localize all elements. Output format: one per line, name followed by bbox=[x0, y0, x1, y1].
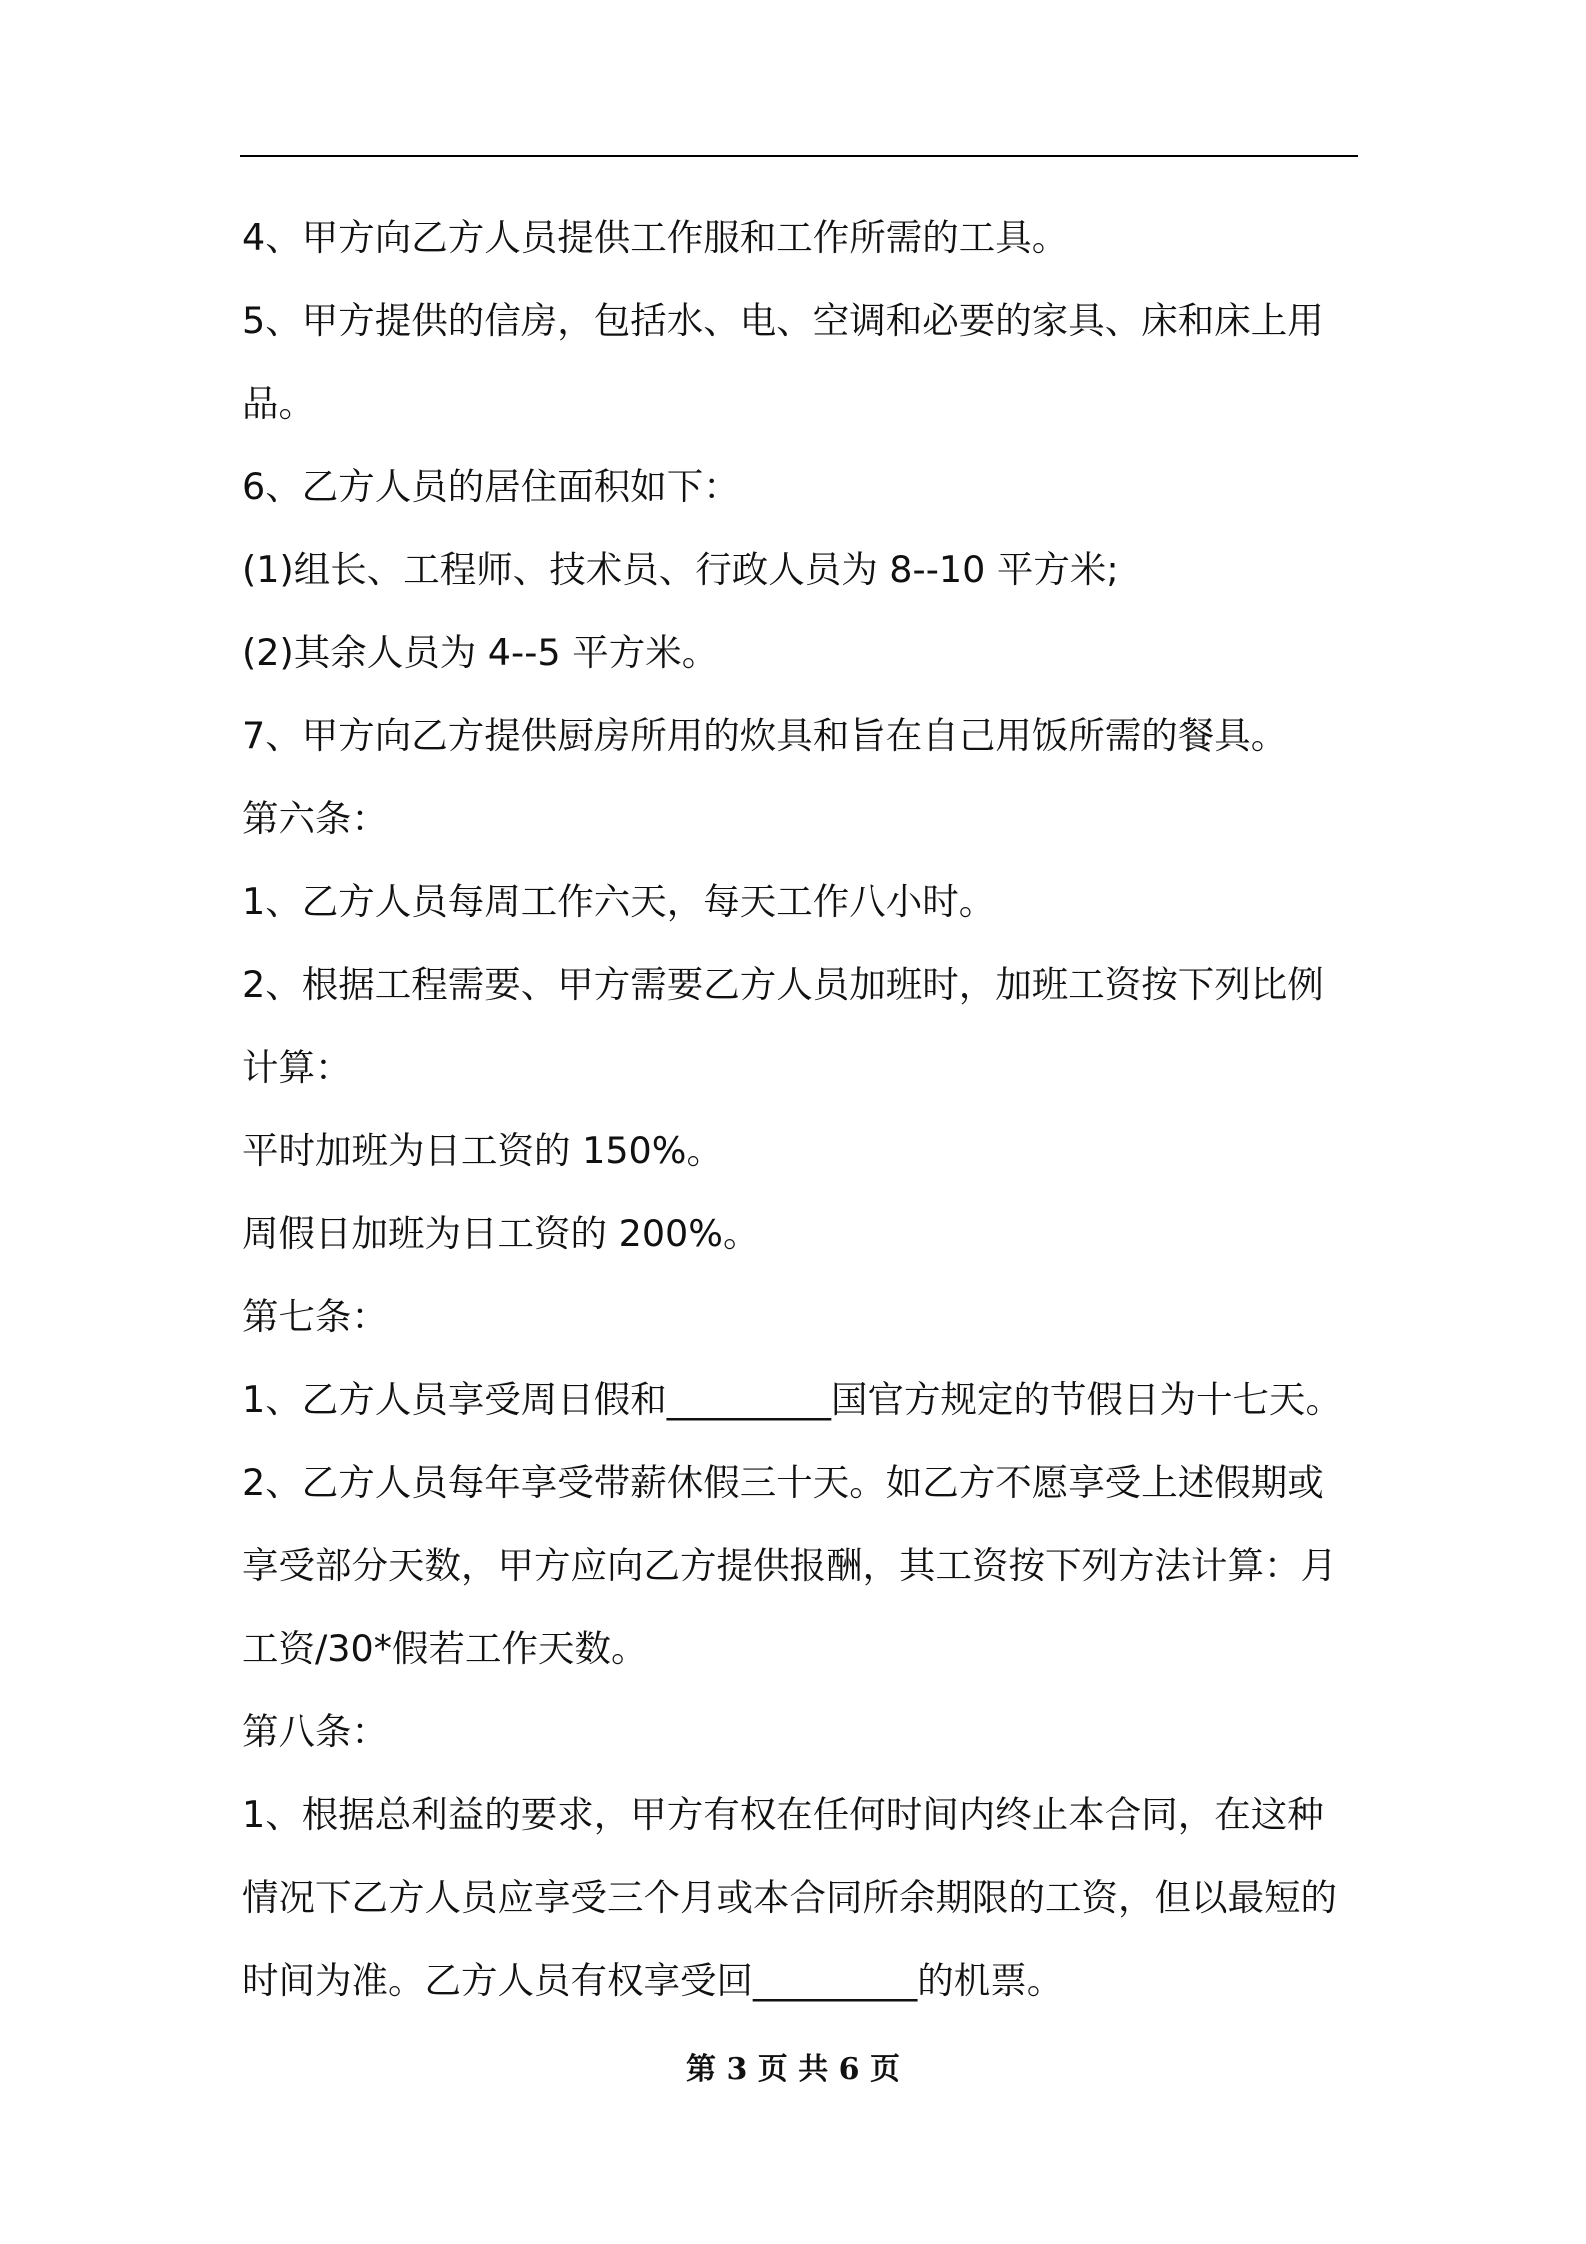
text-line: 1、根据总利益的要求，甲方有权在任何时间内终止本合同，在这种 bbox=[242, 1793, 1324, 1836]
text-line: 2、根据工程需要、甲方需要乙方人员加班时，加班工资按下列比例 bbox=[242, 963, 1324, 1006]
text-line: (1)组长、工程师、技术员、行政人员为 8--10 平方米; bbox=[242, 548, 1119, 591]
section-heading: 第七条： bbox=[242, 1295, 388, 1338]
page-number-footer: 第 3 页 共 6 页 bbox=[686, 2052, 900, 2087]
text-line: 周假日加班为日工资的 200%。 bbox=[242, 1212, 760, 1255]
document-body bbox=[242, 196, 1362, 2022]
text-line: 4、甲方向乙方人员提供工作服和工作所需的工具。 bbox=[242, 216, 1069, 259]
text-line: 享受部分天数，甲方应向乙方提供报酬，其工资按下列方法计算：月 bbox=[242, 1544, 1337, 1587]
text-line: 7、甲方向乙方提供厨房所用的炊具和旨在自己用饭所需的餐具。 bbox=[242, 714, 1288, 757]
text-line: 1、乙方人员每周工作六天，每天工作八小时。 bbox=[242, 880, 996, 923]
text-line: 6、乙方人员的居住面积如下： bbox=[242, 465, 740, 508]
text-line: 工资/30*假若工作天数。 bbox=[242, 1627, 648, 1670]
text-line: 平时加班为日工资的 150%。 bbox=[242, 1129, 723, 1172]
header-rule bbox=[240, 155, 1358, 157]
text-line: 情况下乙方人员应享受三个月或本合同所余期限的工资，但以最短的 bbox=[242, 1876, 1337, 1919]
text-line: 1、乙方人员享受周日假和_________国官方规定的节假日为十七天。 bbox=[242, 1378, 1342, 1421]
text-line: 时间为准。乙方人员有权享受回_________的机票。 bbox=[242, 1959, 1064, 2002]
text-line: 计算： bbox=[242, 1046, 352, 1089]
text-line: (2)其余人员为 4--5 平方米。 bbox=[242, 631, 719, 674]
text-line: 品。 bbox=[242, 382, 315, 425]
section-heading: 第八条： bbox=[242, 1710, 388, 1753]
section-heading: 第六条： bbox=[242, 797, 388, 840]
text-line: 5、甲方提供的信房，包括水、电、空调和必要的家具、床和床上用 bbox=[242, 299, 1324, 342]
text-line: 2、乙方人员每年享受带薪休假三十天。如乙方不愿享受上述假期或 bbox=[242, 1461, 1324, 1504]
